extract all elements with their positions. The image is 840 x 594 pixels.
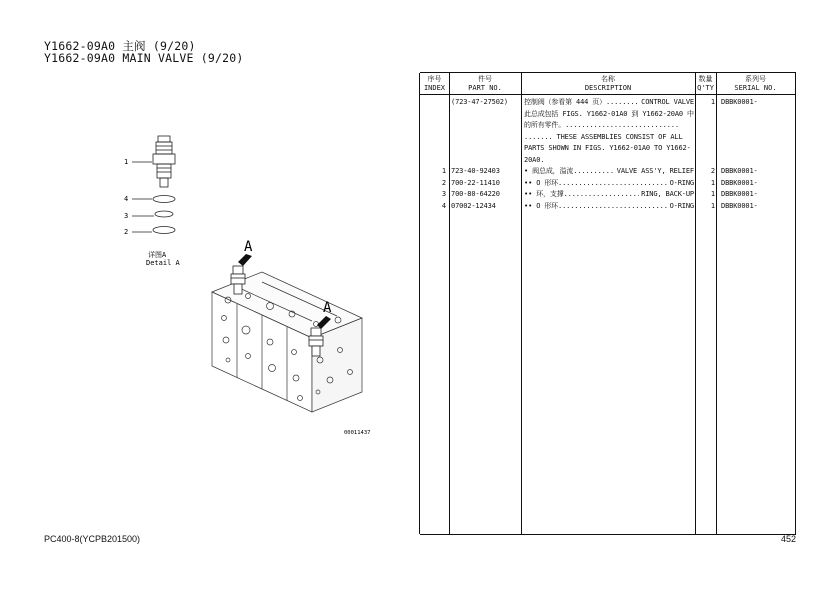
table-row <box>420 143 796 155</box>
row-description-left: •• 环，支撑 <box>524 190 564 198</box>
row-description <box>524 201 694 213</box>
header-qty: 数量 Q'TY <box>695 73 716 95</box>
row-description-right: RING, BACK-UP <box>641 190 694 198</box>
row-qty: 1 <box>710 190 715 198</box>
row-description <box>524 132 694 144</box>
table-row <box>420 120 796 132</box>
row-serial-no: DBBK0001- <box>721 201 758 210</box>
table-row <box>420 155 796 167</box>
row-qty: 1 <box>710 201 715 210</box>
row-part-no: 07002-12434 <box>451 201 496 210</box>
row-description-right <box>692 143 694 155</box>
row-description-left: ....... THESE ASSEMBLIES CONSIST OF ALL <box>524 132 683 141</box>
row-index: 4 <box>441 201 446 210</box>
dot-leader <box>558 178 668 190</box>
figure-id: 00011437 <box>344 430 371 436</box>
row-part-no: (723-47-27502) <box>451 98 508 106</box>
row-part-no: 723-40-92403 <box>451 167 500 175</box>
detail-caption-cn: 详图A <box>148 251 167 259</box>
row-description-right <box>692 155 694 167</box>
row-description <box>524 97 694 109</box>
page-title-cn: Y1662-09A0 主阀 (9/20) <box>44 39 196 53</box>
page-title-en: Y1662-09A0 MAIN VALVE (9/20) <box>44 51 244 65</box>
row-description-left: 的所有零件。............................ <box>524 121 679 129</box>
row-description-left: •• O 形环 <box>524 178 559 187</box>
row-description <box>524 109 694 121</box>
row-serial-no: DBBK0001- <box>721 190 758 198</box>
header-description: 名称 DESCRIPTION <box>521 73 695 95</box>
row-part-no: 700-22-11410 <box>451 178 500 187</box>
header-index: 序号 INDEX <box>420 73 449 95</box>
table-row <box>420 109 796 121</box>
row-serial-no: DBBK0001- <box>721 178 758 187</box>
row-index: 3 <box>441 190 446 198</box>
table-row <box>420 166 796 178</box>
table-row <box>420 201 796 213</box>
dot-leader <box>606 166 615 178</box>
dot-leader <box>679 120 692 132</box>
row-description-right: O-RING <box>669 178 694 187</box>
row-description-right: O-RING <box>669 201 694 210</box>
table-row <box>420 189 796 201</box>
parts-table <box>420 72 796 535</box>
row-description-left: PARTS SHOWN IN FIGS. Y1662-01A0 TO Y1662- <box>524 144 691 152</box>
page-number: 452 <box>781 534 797 544</box>
dot-leader <box>564 189 640 201</box>
callout-3: 3 <box>124 212 129 220</box>
dot-leader <box>558 201 668 213</box>
row-description-left: 此总成包括 FIGS. Y1662-01A0 到 Y1662-20A0 中 <box>524 109 694 118</box>
marker-a-left: A <box>244 239 253 255</box>
parts-table-body <box>420 97 796 212</box>
row-description-left: •• O 形环 <box>524 201 559 210</box>
row-description <box>524 166 694 178</box>
marker-a-right: A <box>323 300 332 316</box>
row-serial-no: DBBK0001- <box>721 167 758 175</box>
row-description <box>524 189 694 201</box>
row-description <box>524 120 694 132</box>
table-row <box>420 132 796 144</box>
row-description-right <box>692 120 694 132</box>
row-description-left: • 阀总成，溢流........ <box>524 167 606 175</box>
row-description-right: CONTROL VALVE <box>641 98 694 106</box>
dot-leader <box>683 132 692 144</box>
detail-a-relief-valve <box>132 136 175 234</box>
detail-caption-en: Detail A <box>146 259 180 267</box>
dot-leader <box>626 97 639 109</box>
dot-leader <box>544 155 692 167</box>
row-description <box>524 178 694 190</box>
table-row <box>420 178 796 190</box>
row-description <box>524 155 694 167</box>
row-description-left: 20A0. <box>524 155 545 164</box>
callout-4: 4 <box>124 195 129 203</box>
row-serial-no: DBBK0001- <box>721 98 758 106</box>
row-description-left: 控制阀（参看第 444 页）..... <box>524 98 627 106</box>
row-part-no: 700-80-64220 <box>451 190 500 198</box>
row-description-right <box>692 132 694 144</box>
row-qty: 1 <box>710 178 715 187</box>
row-index: 1 <box>441 167 446 175</box>
footer-model: PC400-8(YCPB201500) <box>44 534 141 544</box>
callout-1: 1 <box>124 158 129 166</box>
callout-2: 2 <box>124 228 129 236</box>
exploded-drawing <box>0 0 420 470</box>
arrow-icon <box>238 254 252 266</box>
header-part-no: 件号 PART NO. <box>449 73 521 95</box>
row-qty: 1 <box>710 98 715 106</box>
row-description-right: VALVE ASS'Y, RELIEF <box>616 167 694 175</box>
row-index: 2 <box>441 178 446 187</box>
row-qty: 2 <box>710 167 715 175</box>
header-serial-no: 系列号 SERIAL NO. <box>716 73 795 95</box>
row-description <box>524 143 694 155</box>
table-row <box>420 97 796 109</box>
